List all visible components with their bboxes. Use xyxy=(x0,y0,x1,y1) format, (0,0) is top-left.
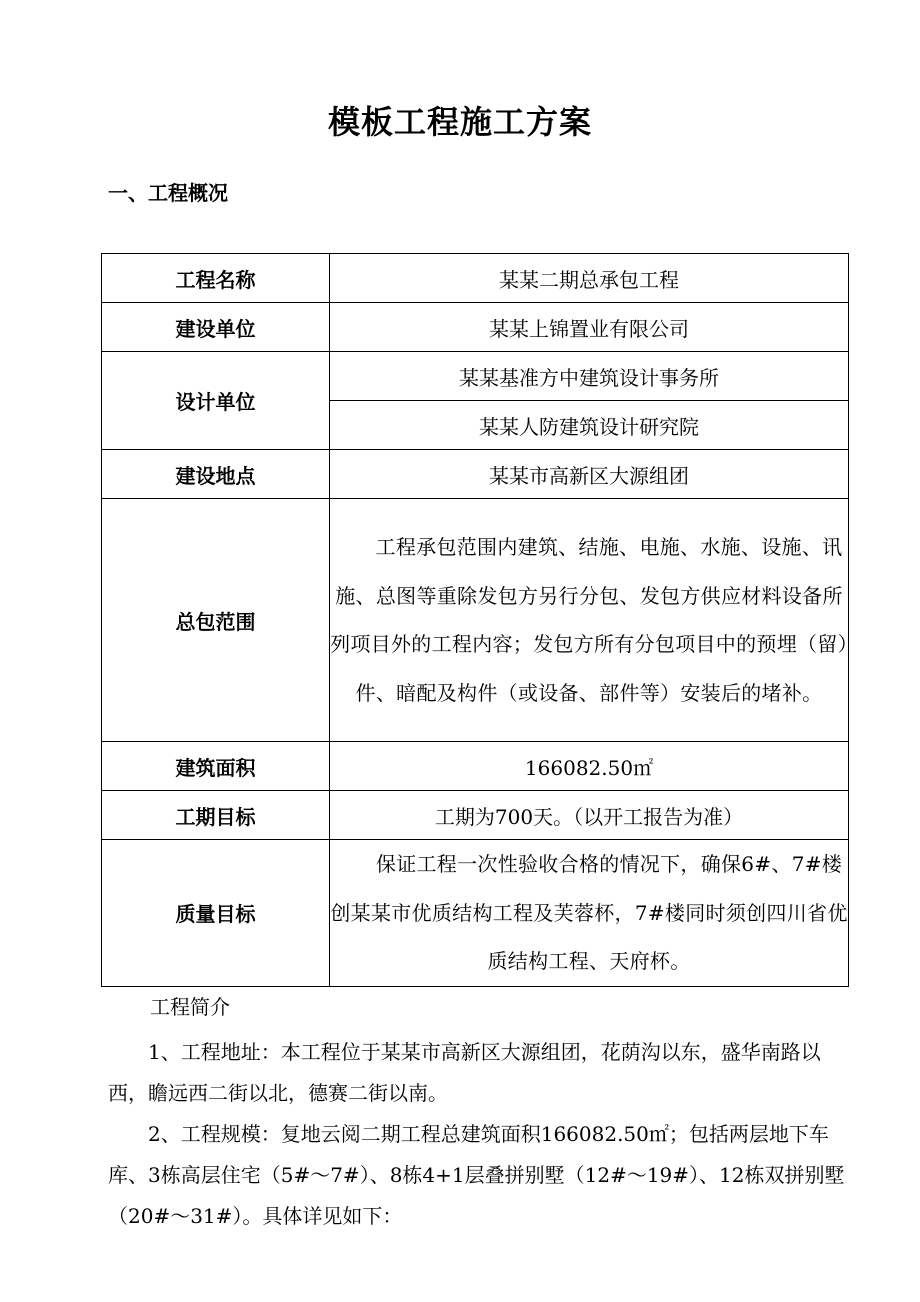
intro-paragraph-address: 1、工程地址：本工程位于某某市高新区大源组团，花荫沟以东，盛华南路以西，瞻远西二街以北，德赛二街以南。 xyxy=(108,1040,821,1105)
project-overview-table xyxy=(101,253,849,987)
row-label: 工期目标 xyxy=(102,791,330,840)
table-row xyxy=(102,352,849,401)
section-heading: 一、工程概况 xyxy=(108,181,228,205)
row-label: 建筑面积 xyxy=(102,742,330,791)
row-label: 总包范围 xyxy=(102,499,330,742)
intro-paragraph-scale: 2、工程规模：复地云阅二期工程总建筑面积166082.50㎡；包括两层地下车库、3栋高层住宅（5#～7#）、8栋4+1层叠拼别墅（12#～19#）、12栋双拼别墅（20#～31#）。具体详见如下： xyxy=(108,1122,845,1228)
row-label: 工程名称 xyxy=(102,254,330,303)
row-value: 某某二期总承包工程 xyxy=(330,254,849,303)
table-row xyxy=(102,499,849,742)
row-value: 166082.50㎡ xyxy=(330,742,849,791)
row-label: 建设地点 xyxy=(102,450,330,499)
row-label: 建设单位 xyxy=(102,303,330,352)
table-row xyxy=(102,742,849,791)
table-row xyxy=(102,450,849,499)
table-row xyxy=(102,254,849,303)
row-value: 某某上锦置业有限公司 xyxy=(330,303,849,352)
row-value: 工程承包范围内建筑、结施、电施、水施、设施、讯施、总图等重除发包方另行分包、发包方供应材料设备所列项目外的工程内容；发包方所有分包项目中的预埋（留）件、暗配及构件（或设备、部件等）安装后的堵补。 xyxy=(330,499,849,742)
row-label: 设计单位 xyxy=(102,352,330,450)
row-label: 质量目标 xyxy=(102,840,330,987)
row-value: 某某人防建筑设计研究院 xyxy=(330,401,849,450)
table-row xyxy=(102,840,849,987)
row-value: 保证工程一次性验收合格的情况下，确保6#、7#楼创某某市优质结构工程及芙蓉杯，7#楼同时须创四川省优质结构工程、天府杯。 xyxy=(330,840,849,987)
table-row xyxy=(102,303,849,352)
row-value: 某某基准方中建筑设计事务所 xyxy=(330,352,849,401)
document-title: 模板工程施工方案 xyxy=(327,103,592,141)
row-value: 某某市高新区大源组团 xyxy=(330,450,849,499)
row-value: 工期为700天。（以开工报告为准） xyxy=(330,791,849,840)
intro-heading: 工程简介 xyxy=(150,995,230,1019)
table-row xyxy=(102,791,849,840)
